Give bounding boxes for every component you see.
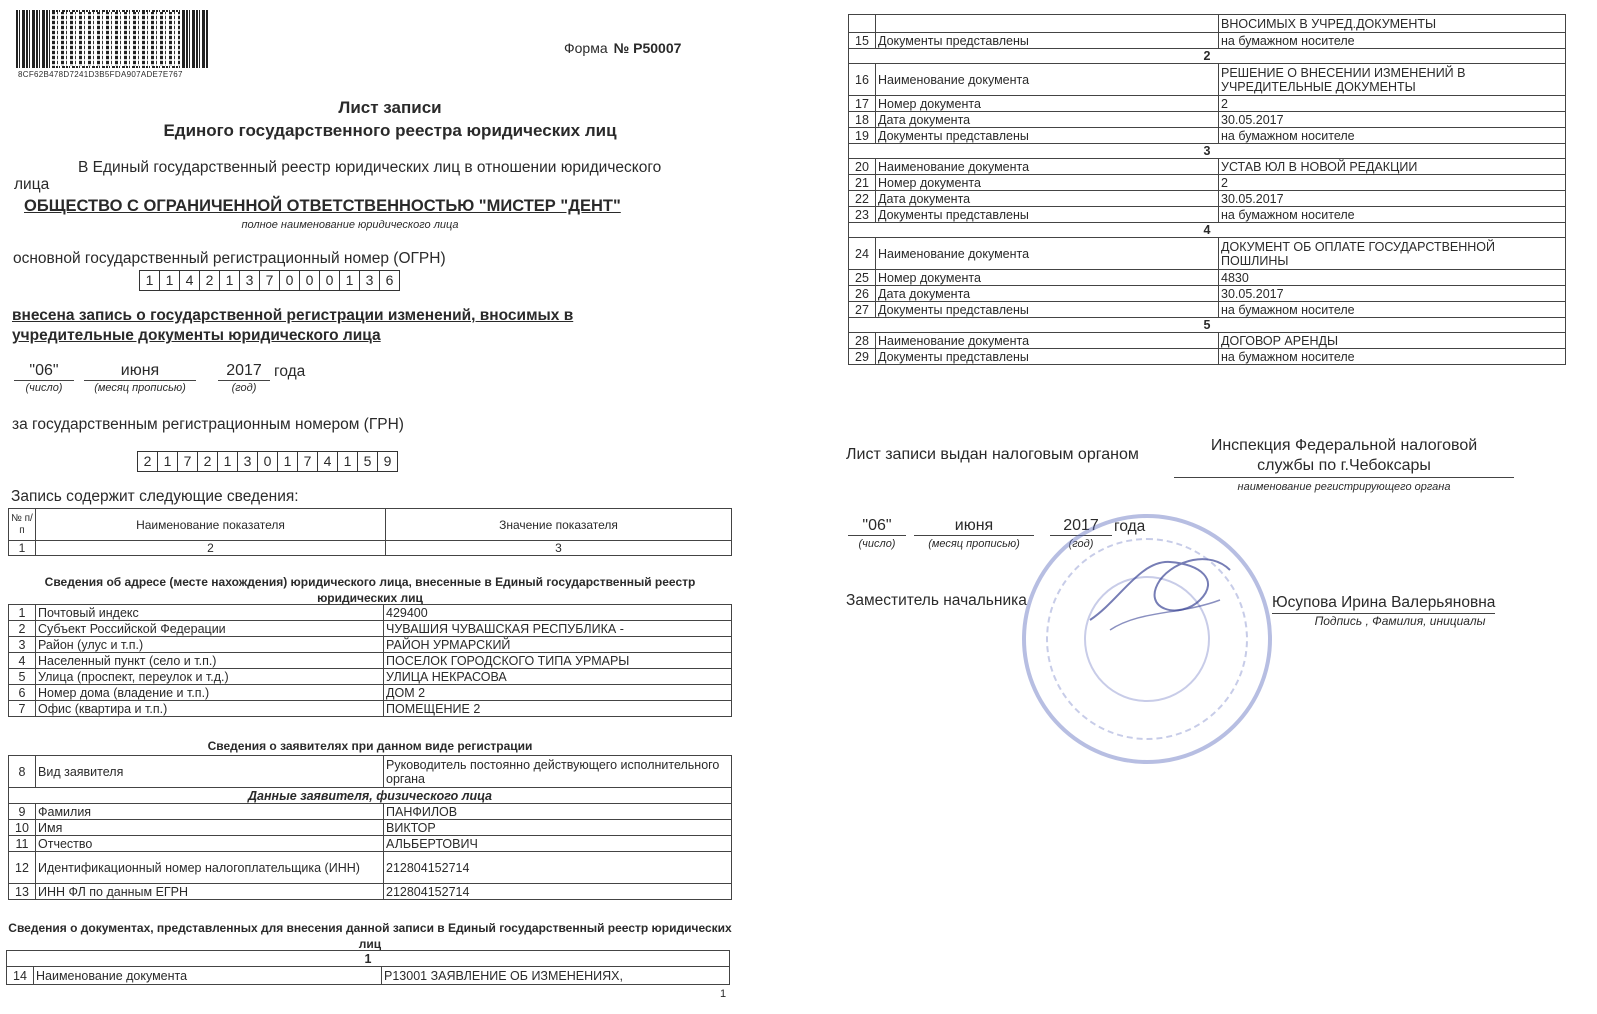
ogrn-digits (140, 270, 400, 291)
row-value: ПАНФИЛОВ (384, 804, 732, 820)
row-name: Офис (квартира и т.п.) (36, 701, 384, 717)
table-row (9, 637, 732, 653)
cont-row-name (876, 15, 1219, 33)
header-idx-1: 1 (9, 541, 36, 556)
documents-table-continued (848, 14, 1566, 365)
row-number: 1 (9, 605, 36, 621)
contains-label: Запись содержит следующие сведения: (11, 488, 299, 505)
table-row (9, 653, 732, 669)
digit-cell: 7 (297, 451, 318, 472)
row-number: 6 (9, 685, 36, 701)
row-number: 24 (849, 238, 876, 270)
table-row (9, 852, 732, 884)
row-value: на бумажном носителе (1219, 302, 1566, 318)
company-caption: полное наименование юридического лица (241, 219, 459, 231)
doc-row-14-value: Р13001 ЗАЯВЛЕНИЕ ОБ ИЗМЕНЕНИЯХ, (382, 967, 730, 985)
row-name: Дата документа (876, 286, 1219, 302)
row-value: 30.05.2017 (1219, 286, 1566, 302)
row-value: РАЙОН УРМАРСКИЙ (384, 637, 732, 653)
row-name: Наименование документа (876, 333, 1219, 349)
table-row (849, 270, 1566, 286)
row-number: 23 (849, 207, 876, 223)
row-value: ДОКУМЕНТ ОБ ОПЛАТЕ ГОСУДАРСТВЕННОЙ ПОШЛИНЫ (1219, 238, 1566, 270)
row-value: РЕШЕНИЕ О ВНЕСЕНИИ ИЗМЕНЕНИЙ В УЧРЕДИТЕЛЬНЫЕ ДОКУМЕНТЫ (1219, 64, 1566, 96)
signer-name: Юсупова Ирина Валерьяновна (1272, 594, 1495, 614)
digit-cell: 1 (219, 270, 240, 291)
table-row (849, 191, 1566, 207)
row-name: Документы представлены (876, 207, 1219, 223)
date-year: 2017 (218, 362, 270, 381)
digit-cell: 2 (199, 270, 220, 291)
table-row (9, 685, 732, 701)
signer-position: Заместитель начальника (846, 592, 1027, 609)
row-value: 2 (1219, 96, 1566, 112)
table-row (849, 96, 1566, 112)
row-value: 212804152714 (384, 852, 732, 884)
date-day-caption: (число) (25, 382, 63, 394)
table-row (849, 175, 1566, 191)
doc-group-label: 4 (849, 223, 1566, 238)
entry-line2: учредительные документы юридического лица (12, 327, 381, 344)
row-number: 5 (9, 669, 36, 685)
row-number: 3 (9, 637, 36, 653)
issuer-caption: наименование регистрирующего органа (1237, 481, 1451, 493)
row-name: Имя (36, 820, 384, 836)
digit-cell: 7 (259, 270, 280, 291)
row-name: Улица (проспект, переулок и т.д.) (36, 669, 384, 685)
row-name: Номер дома (владение и т.п.) (36, 685, 384, 701)
row-name: Дата документа (876, 112, 1219, 128)
table-row (9, 836, 732, 852)
applicants-table (8, 755, 732, 900)
row-number: 27 (849, 302, 876, 318)
form-label: Форма (564, 40, 608, 56)
row-value: на бумажном носителе (1219, 128, 1566, 144)
table-row (9, 884, 732, 900)
date-right-year-caption: (год) (1068, 538, 1094, 550)
address-table (8, 604, 732, 717)
row-number: 22 (849, 191, 876, 207)
table-row (849, 128, 1566, 144)
issuer-line1: Инспекция Федеральной налоговой (1210, 437, 1478, 454)
row-name: Номер документа (876, 270, 1219, 286)
doc-row-15-no: 15 (849, 33, 876, 49)
header-idx-2: 2 (36, 541, 386, 556)
cont-row-value: ВНОСИМЫХ В УЧРЕД.ДОКУМЕНТЫ (1219, 15, 1566, 33)
row-name: Район (улус и т.п.) (36, 637, 384, 653)
applicant-subheading: Данные заявителя, физического лица (9, 788, 732, 804)
doc-title-1: Лист записи (338, 98, 442, 117)
digit-cell: 3 (237, 451, 258, 472)
header-col-no: № п/п (9, 509, 36, 541)
row-value: ЧУВАШИЯ ЧУВАШСКАЯ РЕСПУБЛИКА - (384, 621, 732, 637)
doc-row-15-name: Документы представлены (876, 33, 1219, 49)
digit-cell: 9 (377, 451, 398, 472)
digit-cell: 3 (359, 270, 380, 291)
cont-row-no (849, 15, 876, 33)
date-right-suffix: года (1114, 518, 1146, 535)
row-value: 429400 (384, 605, 732, 621)
row-name: Отчество (36, 836, 384, 852)
grn-digits (138, 451, 398, 472)
table-row (9, 804, 732, 820)
row-value: АЛЬБЕРТОВИЧ (384, 836, 732, 852)
address-heading: Сведения об адресе (месте нахождения) юридического лица, внесенные в Единый государственный реестр юридических лиц (44, 575, 696, 605)
page-number: 1 (720, 988, 727, 1000)
doc-group-label: 5 (849, 318, 1566, 333)
digit-cell: 6 (379, 270, 400, 291)
digit-cell: 1 (339, 270, 360, 291)
digit-cell: 4 (179, 270, 200, 291)
row-value: 2 (1219, 175, 1566, 191)
digit-cell: 1 (159, 270, 180, 291)
issuer-line2: службы по г.Чебоксары (1174, 457, 1514, 478)
table-row (9, 621, 732, 637)
table-row (849, 302, 1566, 318)
documents-heading: Сведения о документах, представленных для внесения данной записи в Единый государственный реестр юридических лиц (8, 921, 732, 951)
doc-title-2: Единого государственного реестра юридических лиц (163, 121, 617, 140)
row-name: ИНН ФЛ по данным ЕГРН (36, 884, 384, 900)
digit-cell: 1 (217, 451, 238, 472)
form-number (564, 40, 681, 56)
row-number: 12 (9, 852, 36, 884)
applicant-type-no: 8 (9, 756, 36, 788)
row-value: на бумажном носителе (1219, 207, 1566, 223)
digit-cell: 1 (337, 451, 358, 472)
doc-group-label: 2 (849, 49, 1566, 64)
digit-cell: 5 (357, 451, 378, 472)
table-row (849, 349, 1566, 365)
header-idx-3: 3 (386, 541, 732, 556)
row-value: ВИКТОР (384, 820, 732, 836)
row-number: 7 (9, 701, 36, 717)
row-number: 10 (9, 820, 36, 836)
header-col-name: Наименование показателя (36, 509, 386, 541)
digit-cell: 0 (279, 270, 300, 291)
row-name: Документы представлены (876, 349, 1219, 365)
row-name: Идентификационный номер налогоплательщика (ИНН) (36, 852, 384, 884)
doc-group-1: 1 (7, 951, 730, 967)
row-name: Наименование документа (876, 64, 1219, 96)
row-value: ДОГОВОР АРЕНДЫ (1219, 333, 1566, 349)
signer-caption: Подпись , Фамилия, инициалы (1314, 614, 1486, 628)
table-row (849, 286, 1566, 302)
row-value: УСТАВ ЮЛ В НОВОЙ РЕДАКЦИИ (1219, 159, 1566, 175)
row-name: Населенный пункт (село и т.п.) (36, 653, 384, 669)
doc-row-14-name: Наименование документа (34, 967, 382, 985)
row-value: 212804152714 (384, 884, 732, 900)
row-value: 4830 (1219, 270, 1566, 286)
row-value: ПОМЕЩЕНИЕ 2 (384, 701, 732, 717)
row-number: 20 (849, 159, 876, 175)
applicants-heading: Сведения о заявителях при данном виде регистрации (207, 739, 533, 753)
header-col-value: Значение показателя (386, 509, 732, 541)
barcode-code: 8CF62B478D7241D3B5FDA907ADE7E767 (18, 70, 183, 79)
doc-row-14-no: 14 (7, 967, 34, 985)
grn-label: за государственным регистрационным номером (ГРН) (12, 416, 404, 433)
table-row (9, 669, 732, 685)
row-number: 26 (849, 286, 876, 302)
table-row (9, 820, 732, 836)
row-number: 4 (9, 653, 36, 669)
digit-cell: 2 (137, 451, 158, 472)
row-number: 9 (9, 804, 36, 820)
company-name: ОБЩЕСТВО С ОГРАНИЧЕННОЙ ОТВЕТСТВЕННОСТЬЮ "МИСТЕР "ДЕНТ" (24, 197, 621, 215)
row-name: Номер документа (876, 96, 1219, 112)
date-month: июня (84, 362, 196, 381)
row-name: Наименование документа (876, 238, 1219, 270)
row-number: 29 (849, 349, 876, 365)
date-day: "06" (14, 362, 74, 381)
table-row (849, 112, 1566, 128)
date-right-day-caption: (число) (858, 538, 896, 550)
table-row (849, 333, 1566, 349)
row-number: 17 (849, 96, 876, 112)
row-number: 13 (9, 884, 36, 900)
digit-cell: 0 (257, 451, 278, 472)
digit-cell: 1 (277, 451, 298, 472)
row-name: Наименование документа (876, 159, 1219, 175)
date-right-day: "06" (848, 517, 906, 536)
digit-cell: 0 (299, 270, 320, 291)
header-table (8, 508, 732, 556)
barcode (16, 10, 208, 68)
digit-cell: 4 (317, 451, 338, 472)
row-number: 18 (849, 112, 876, 128)
row-value: 30.05.2017 (1219, 112, 1566, 128)
table-row (9, 605, 732, 621)
digit-cell: 3 (239, 270, 260, 291)
date-right-year: 2017 (1050, 517, 1112, 536)
applicant-type-name: Вид заявителя (36, 756, 384, 788)
row-value: 30.05.2017 (1219, 191, 1566, 207)
form-number-value: № Р50007 (613, 40, 682, 56)
intro-line1: В Единый государственный реестр юридических лиц в отношении юридического (78, 159, 662, 176)
table-row (849, 64, 1566, 96)
signature-mark (1080, 540, 1240, 640)
digit-cell: 0 (319, 270, 340, 291)
date-year-caption: (год) (231, 382, 257, 394)
row-number: 11 (9, 836, 36, 852)
documents-table (6, 950, 730, 985)
row-value: ПОСЕЛОК ГОРОДСКОГО ТИПА УРМАРЫ (384, 653, 732, 669)
issued-label: Лист записи выдан налоговым органом (846, 446, 1139, 463)
row-number: 2 (9, 621, 36, 637)
row-value: на бумажном носителе (1219, 349, 1566, 365)
row-name: Фамилия (36, 804, 384, 820)
intro-line2: лица (14, 176, 50, 193)
row-name: Документы представлены (876, 302, 1219, 318)
date-right-month-caption: (месяц прописью) (928, 538, 1020, 550)
digit-cell: 7 (177, 451, 198, 472)
applicant-type-value: Руководитель постоянно действующего исполнительного органа (384, 756, 732, 788)
row-number: 16 (849, 64, 876, 96)
row-number: 25 (849, 270, 876, 286)
date-month-caption: (месяц прописью) (94, 382, 186, 394)
row-name: Документы представлены (876, 128, 1219, 144)
digit-cell: 2 (197, 451, 218, 472)
table-row (849, 207, 1566, 223)
digit-cell: 1 (157, 451, 178, 472)
date-suffix: года (274, 363, 306, 380)
row-name: Дата документа (876, 191, 1219, 207)
table-row (9, 701, 732, 717)
date-right-month: июня (914, 517, 1034, 536)
doc-group-label: 3 (849, 144, 1566, 159)
doc-row-15-value: на бумажном носителе (1219, 33, 1566, 49)
row-name: Субъект Российской Федерации (36, 621, 384, 637)
row-number: 28 (849, 333, 876, 349)
row-value: ДОМ 2 (384, 685, 732, 701)
ogrn-label: основной государственный регистрационный номер (ОГРН) (13, 250, 446, 267)
table-row (849, 159, 1566, 175)
table-row (849, 238, 1566, 270)
row-value: УЛИЦА НЕКРАСОВА (384, 669, 732, 685)
entry-line1: внесена запись о государственной регистрации изменений, вносимых в (12, 307, 574, 324)
row-number: 21 (849, 175, 876, 191)
row-name: Почтовый индекс (36, 605, 384, 621)
row-name: Номер документа (876, 175, 1219, 191)
digit-cell: 1 (139, 270, 160, 291)
row-number: 19 (849, 128, 876, 144)
